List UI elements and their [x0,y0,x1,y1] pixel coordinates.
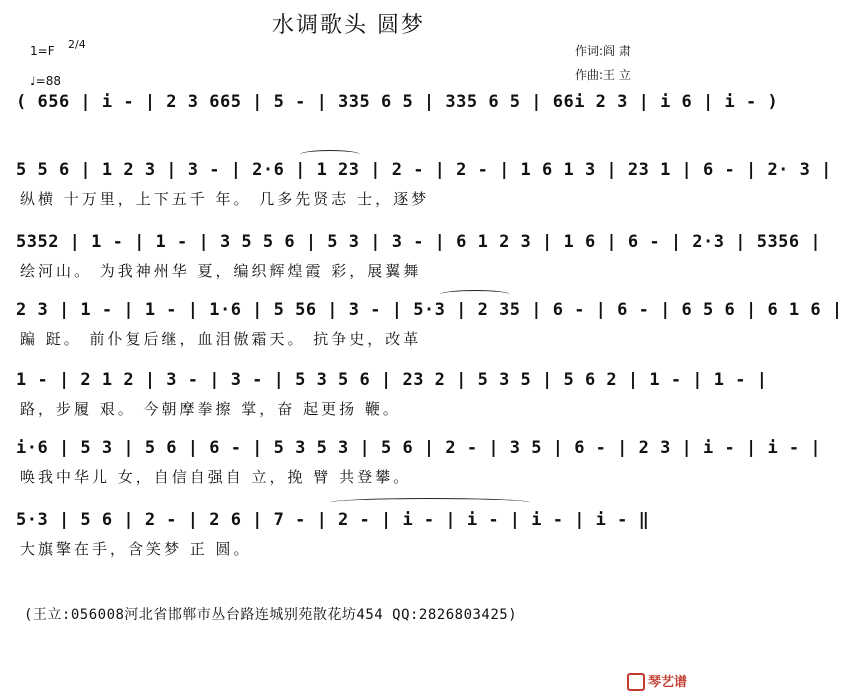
brand-icon [627,673,645,691]
lyric-line-7: 大旗擎在手，含笑梦 正 圆。 [20,540,252,558]
score-line-7: 5·3 | 5 6 | 2 - | 2 6 | 7 - | 2 - | i - | i - | i - | i - ‖ [16,510,650,530]
score-line-intro: ( 656 | i - | 2 3 665 | 5 - | 335 6 5 | 335 6 5 | 66i 2 3 | i 6 | i - ) [16,92,779,112]
lyric-line-3: 绘河山。 为我神州华 夏，编织辉煌霞 彩，展翼舞 [20,262,422,280]
score-line-5: 1 - | 2 1 2 | 3 - | 3 - | 5 3 5 6 | 23 2 | 5 3 5 | 5 6 2 | 1 - | 1 - | [16,370,768,390]
lyric-line-5: 路，步履 艰。 今朝摩拳擦 掌，奋 起更扬 鞭。 [20,400,401,418]
tempo-marking: ♩=88 [30,74,61,88]
slur-mark [440,290,510,299]
lyric-line-4: 蹁 跹。 前仆复后继，血泪傲霜天。 抗争史，改革 [20,330,422,348]
lyric-line-6: 唤我中华儿 女，自信自强自 立，挽 臂 共登攀。 [20,468,412,486]
composer-credit: 作曲:王 立 [575,68,631,82]
time-signature: 2/4 [68,38,86,51]
key-signature: 1=F [30,44,55,58]
score-line-2: 5 5 6 | 1 2 3 | 3 - | 2·6 | 1 23 | 2 - | 2 - | 1 6 1 3 | 23 1 | 6 - | 2· 3 | [16,160,832,180]
brand-logo [627,671,687,692]
song-title: 水调歌头 圆梦 [272,13,425,38]
score-line-6: i·6 | 5 3 | 5 6 | 6 - | 5 3 5 3 | 5 6 | 2 - | 3 5 | 6 - | 2 3 | i - | i - | [16,438,822,458]
score-line-4: 2 3 | 1 - | 1 - | 1·6 | 5 56 | 3 - | 5·3 | 2 35 | 6 - | 6 - | 6 5 6 | 6 1 6 | [16,300,843,320]
brand-name: 琴艺谱 [647,674,687,690]
slur-mark [330,498,530,507]
lyricist-credit: 作词:阎 肃 [575,44,631,58]
score-line-3: 5352 | 1 - | 1 - | 3 5 5 6 | 5 3 | 3 - | 6 1 2 3 | 1 6 | 6 - | 2·3 | 5356 | [16,232,822,252]
slur-mark [300,150,360,159]
lyric-line-2: 纵横 十万里，上下五千 年。 几多先贤志 士，逐梦 [20,190,430,208]
contact-footer: (王立:056008河北省邯郸市丛台路连城别苑散花坊454 QQ:2826803425) [24,607,518,623]
